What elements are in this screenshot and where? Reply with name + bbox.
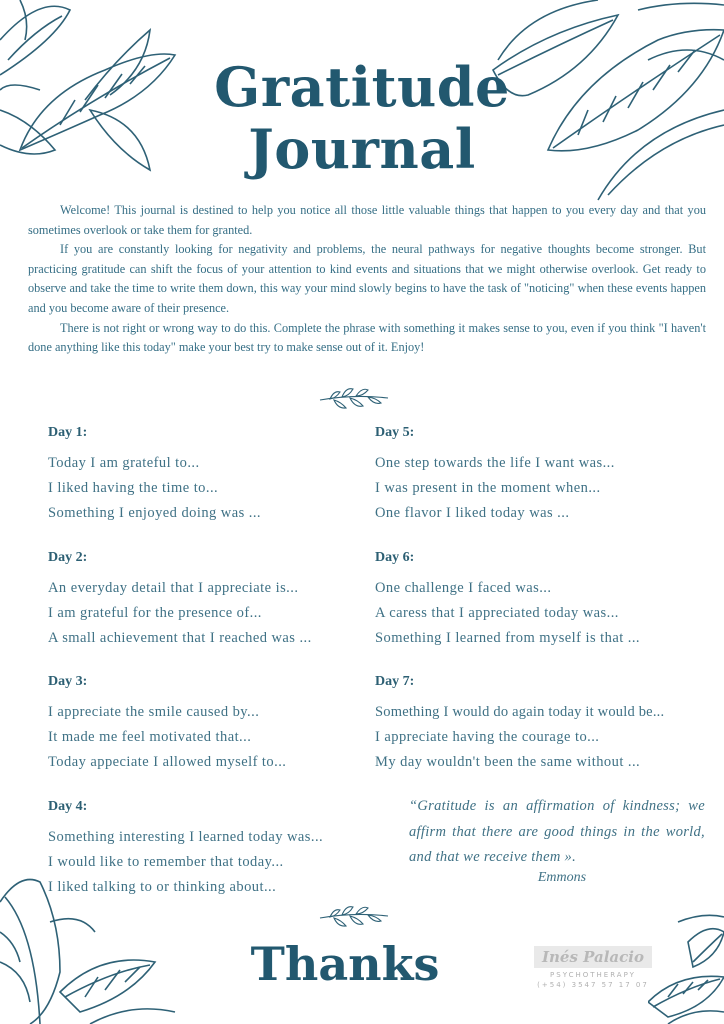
day-block-6 [375, 550, 720, 675]
day-prompt: I would like to remember that today... [48, 853, 284, 870]
day-prompt: I liked having the time to... [48, 480, 219, 497]
day-label: Day 4: [48, 798, 88, 814]
day-prompt: I was present in the moment when... [375, 480, 601, 497]
closing-thanks: Thanks [250, 937, 440, 991]
day-label: Day 2: [48, 549, 88, 565]
intro-paragraph-1: Welcome! This journal is destined to help you notice all those little valuable things that happen to you every day and that you sometimes overlook or take them for granted. [28, 203, 706, 237]
intro-text [28, 201, 706, 358]
sprig-divider-bottom-icon [318, 902, 390, 936]
title-line-1: Gratitude [214, 55, 510, 119]
day-prompt: An everyday detail that I appreciate is... [48, 579, 299, 596]
day-prompt: A caress that I appreciated today was... [375, 604, 619, 621]
days-left-column [48, 425, 378, 923]
day-prompt: One step towards the life I want was... [375, 455, 615, 471]
day-prompt: It made me feel motivated that... [48, 729, 252, 746]
title-line-2: Journal [248, 117, 476, 181]
intro-paragraph-2: If you are constantly looking for negativity and problems, the neural pathways for negative thoughts become stronger. But practicing gratitude can shift the focus of your attention to kind events and situations that we might otherwise overlook. Get ready to observe and take the time to write them down, this way your mind slowly begins to have the task of "noticing" when these events happen and you become aware of their presence. [28, 242, 706, 315]
day-prompt: Today appeciate I allowed myself to... [48, 754, 287, 771]
brand-logo [522, 946, 664, 989]
day-label: Day 1: [48, 425, 88, 440]
day-prompt: I appreciate the smile caused by... [48, 704, 260, 720]
day-prompt: My day wouldn't been the same without ... [375, 754, 641, 771]
brand-phone: (+54) 3547 57 17 07 [537, 981, 649, 989]
day-prompt: I appreciate having the courage to... [375, 729, 600, 746]
days-right-column [375, 425, 720, 799]
day-block-1 [48, 425, 378, 550]
brand-subtitle: PSYCHOTHERAPY [550, 971, 636, 979]
day-prompt: I am grateful for the presence of... [48, 604, 262, 621]
day-block-5 [375, 425, 720, 550]
day-block-3 [48, 674, 378, 799]
gratitude-quote: “Gratitude is an affirmation of kindness; we affirm that there are good things in the world, and that we receive them ». [409, 798, 705, 865]
day-prompt: Something I learned from myself is that ... [375, 629, 640, 646]
day-block-7 [375, 674, 720, 799]
day-prompt: Today I am grateful to... [48, 455, 200, 471]
quote-author: Emmons [537, 870, 587, 885]
day-label: Day 5: [375, 425, 415, 440]
leaf-decoration-bottom-right-icon [648, 912, 724, 1024]
page-title [0, 56, 724, 180]
leaf-decoration-bottom-left-icon [0, 872, 180, 1024]
intro-paragraph-3: There is not right or wrong way to do this. Complete the phrase with something it makes sense to you, even if you think "I haven't done anything like this today" make your best try to make sense out of it. Enjoy! [28, 320, 706, 355]
day-prompt: One flavor I liked today was ... [375, 505, 570, 522]
day-block-2 [48, 550, 378, 675]
sprig-divider-icon [318, 384, 390, 418]
day-prompt: Something I would do again today it would be... [375, 704, 665, 720]
day-label: Day 3: [48, 674, 88, 689]
day-prompt: A small achievement that I reached was ... [48, 629, 312, 646]
brand-name: Inés Palacio [534, 946, 652, 968]
day-label: Day 6: [375, 549, 415, 565]
day-prompt: Something interesting I learned today was... [48, 828, 324, 845]
day-prompt: I liked talking to or thinking about... [48, 878, 277, 895]
day-label: Day 7: [375, 674, 415, 689]
day-prompt: Something I enjoyed doing was ... [48, 505, 261, 522]
day-prompt: One challenge I faced was... [375, 579, 552, 596]
